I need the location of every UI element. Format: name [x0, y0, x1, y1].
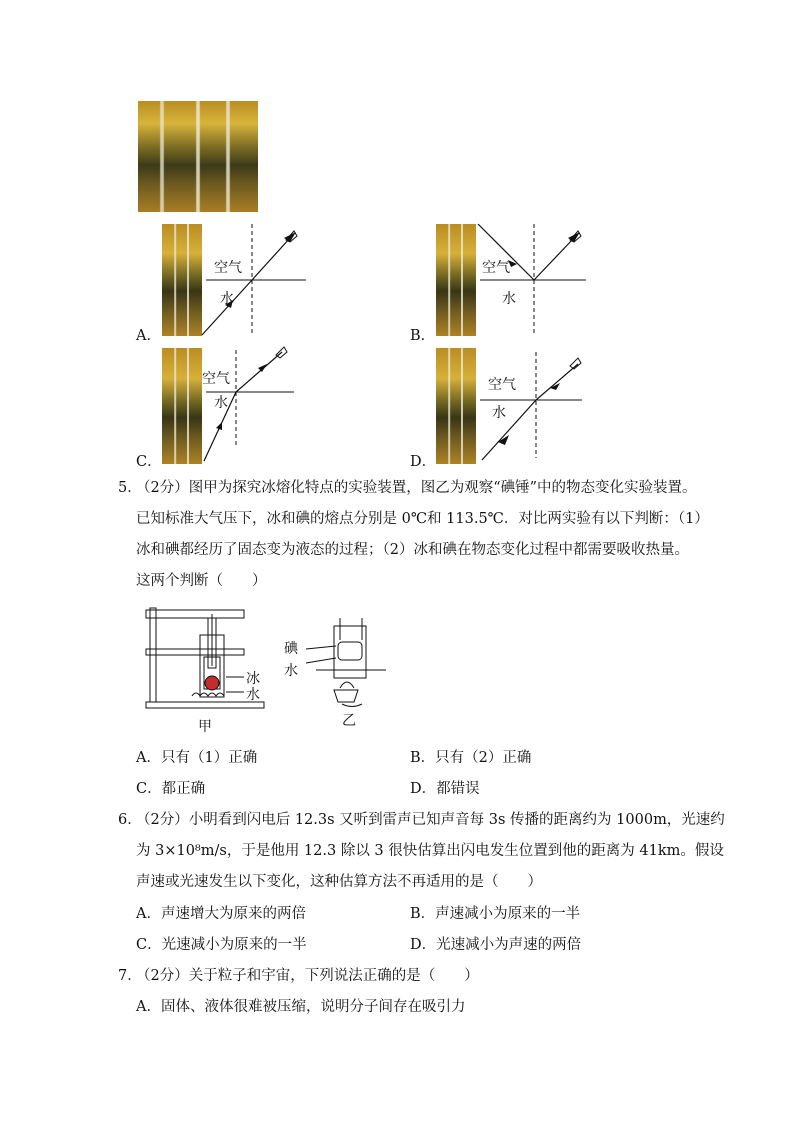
apparatus-yi-diagram — [292, 618, 392, 718]
option-b-ray-diagram — [410, 222, 590, 342]
option-a-label: A． — [136, 328, 161, 344]
q5-line-3: 冰和碘都经历了固态变为液态的过程；（2）冰和碘在物态变化过程中都需要吸收热量。 — [136, 542, 689, 558]
q5-number: 5． — [118, 480, 142, 496]
q6-line-3: 声速或光速发生以下变化，这种估算方法不再适用的是（ ） — [136, 874, 542, 890]
figure-jia-label: 甲 — [198, 719, 212, 735]
forest-reflection-photo — [138, 101, 258, 212]
ice-label: 冰 — [246, 671, 260, 687]
option-d[interactable] — [410, 346, 590, 468]
q7-number: 7． — [118, 968, 142, 984]
option-c-water-label: 水 — [214, 395, 228, 411]
q5-option-a[interactable]: A．只有（1）正确 — [136, 750, 258, 766]
q6-line-1: （2分）小明看到闪电后 12.3s 又听到雷声已知声音每 3s 传播的距离约为 1000m，光速约 — [136, 812, 725, 828]
option-c-air-label: 空气 — [202, 371, 230, 387]
q5-option-c[interactable]: C．都正确 — [136, 781, 206, 797]
option-d-air-label: 空气 — [488, 377, 516, 393]
option-b[interactable] — [410, 222, 590, 342]
q6-line-2: 为 3×10⁸m/s，于是他用 12.3 除以 3 很快估算出闪电发生位置到他的距离为 41km。假设 — [136, 843, 724, 859]
q7-option-a[interactable]: A．固体、液体很难被压缩，说明分子间存在吸引力 — [136, 999, 466, 1015]
option-c[interactable] — [136, 346, 316, 468]
water-label-yi: 水 — [284, 663, 298, 679]
option-b-label: B． — [410, 328, 436, 344]
q5-line-4: 这两个判断（ ） — [136, 573, 267, 589]
iodine-label: 碘 — [284, 641, 298, 657]
q6-option-a[interactable]: A．声速增大为原来的两倍 — [136, 906, 306, 922]
option-a-water-label: 水 — [220, 291, 234, 307]
q5-line-1: （2分）图甲为探究冰熔化特点的实验装置，图乙为观察“碘锤”中的物态变化实验装置。 — [136, 480, 697, 496]
option-a[interactable] — [136, 222, 316, 342]
option-b-air-label: 空气 — [482, 260, 510, 276]
q6-number: 6． — [118, 812, 142, 828]
q5-figure — [144, 604, 394, 734]
water-label-jia: 水 — [246, 687, 260, 703]
option-b-water-label: 水 — [502, 291, 516, 307]
q5-option-d[interactable]: D．都错误 — [410, 781, 480, 797]
q6-option-b[interactable]: B．声速减小为原来的一半 — [410, 906, 581, 922]
option-d-water-label: 水 — [492, 405, 506, 421]
option-d-label: D． — [410, 454, 437, 470]
figure-yi-label: 乙 — [342, 713, 356, 729]
q6-option-d[interactable]: D．光速减小为声速的两倍 — [410, 937, 582, 953]
q6-option-c[interactable]: C．光速减小为原来的一半 — [136, 937, 307, 953]
option-a-ray-diagram — [136, 222, 316, 342]
q5-option-b[interactable]: B．只有（2）正确 — [410, 750, 532, 766]
q5-line-2: 已知标准大气压下，冰和碘的熔点分别是 0℃和 113.5℃．对比两实验有以下判断：（1） — [136, 511, 709, 527]
q7-line-1: （2分）关于粒子和宇宙，下列说法正确的是（ ） — [136, 968, 479, 984]
option-a-air-label: 空气 — [214, 260, 242, 276]
option-c-label: C． — [136, 454, 162, 470]
